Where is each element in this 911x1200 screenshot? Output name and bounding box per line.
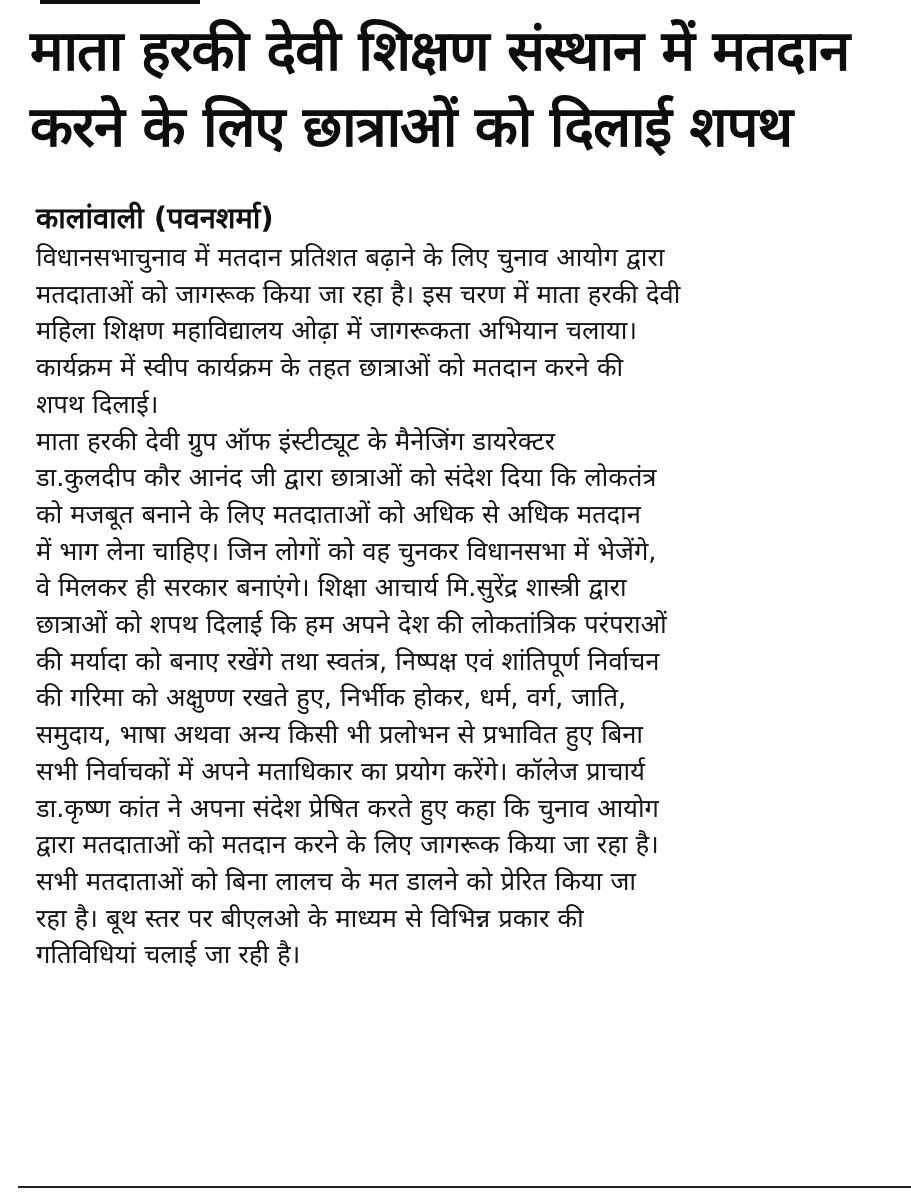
headline (30, 14, 900, 166)
headline-line: करने के लिए छात्राओं को दिलाई शपथ (30, 95, 793, 160)
article-body (36, 240, 896, 974)
body-line: सभी मतदाताओं को बिना लालच के मत डालने को प्रेरित किया जा (36, 866, 636, 897)
bottom-divider (18, 1186, 911, 1188)
body-line: माता हरकी देवी ग्रुप ऑफ इंस्टीट्यूट के मैनेजिंग डायरेक्टर (36, 426, 556, 457)
body-line: को मजबूत बनाने के लिए मतदाताओं को अधिक से अधिक मतदान (36, 499, 641, 530)
body-line: महिला शिक्षण महाविद्यालय ओढ़ा में जागरूकता अभियान चलाया। (36, 316, 638, 347)
body-line: मतदाताओं को जागरूक किया जा रहा है। इस चरण में माता हरकी देवी (36, 279, 681, 310)
body-line: द्वारा मतदाताओं को मतदान करने के लिए जागरूक किया जा रहा है। (36, 830, 659, 861)
body-line: कार्यक्रम में स्वीप कार्यक्रम के तहत छात्राओं को मतदान करने की (36, 353, 624, 384)
body-line: की गरिमा को अक्षुण्ण रखते हुए, निर्भीक होकर, धर्म, वर्ग, जाति, (36, 683, 627, 714)
body-line: की मर्यादा को बनाए रखेंगे तथा स्वतंत्र, निष्पक्ष एवं शांतिपूर्ण निर्वाचन (36, 646, 660, 677)
body-line: समुदाय, भाषा अथवा अन्य किसी भी प्रलोभन से प्रभावित हुए बिना (36, 720, 644, 751)
body-line: शपथ दिलाई। (36, 389, 159, 420)
body-line: में भाग लेना चाहिए। जिन लोगों को वह चुनकर विधानसभा में भेजेंगे, (36, 536, 657, 567)
top-divider (40, 0, 200, 4)
body-line: छात्राओं को शपथ दिलाई कि हम अपने देश की लोकतांत्रिक परंपराओं (36, 610, 667, 641)
body-line: विधानसभाचुनाव में मतदान प्रतिशत बढ़ाने के लिए चुनाव आयोग द्वारा (36, 243, 665, 273)
body-line: गतिविधियां चलाई जा रही है। (36, 940, 301, 971)
body-line: सभी निर्वाचकों में अपने मताधिकार का प्रयोग करेंगे। कॉलेज प्राचार्य (36, 756, 645, 787)
body-line: रहा है। बूथ स्तर पर बीएलओ के माध्यम से विभिन्न प्रकार की (36, 903, 584, 934)
body-line: डा.कुलदीप कौर आनंद जी द्वारा छात्राओं को संदेश दिया कि लोकतंत्र (36, 463, 657, 494)
byline: कालांवाली (पवनशर्मा) (36, 201, 274, 235)
body-line: वे मिलकर ही सरकार बनाएंगे। शिक्षा आचार्य मि.सुरेंद्र शास्त्री द्वारा (36, 573, 627, 604)
body-line: डा.कृष्ण कांत ने अपना संदेश प्रेषित करते हुए कहा कि चुनाव आयोग (36, 793, 659, 824)
headline-line: माता हरकी देवी शिक्षण संस्थान में मतदान (30, 19, 850, 84)
